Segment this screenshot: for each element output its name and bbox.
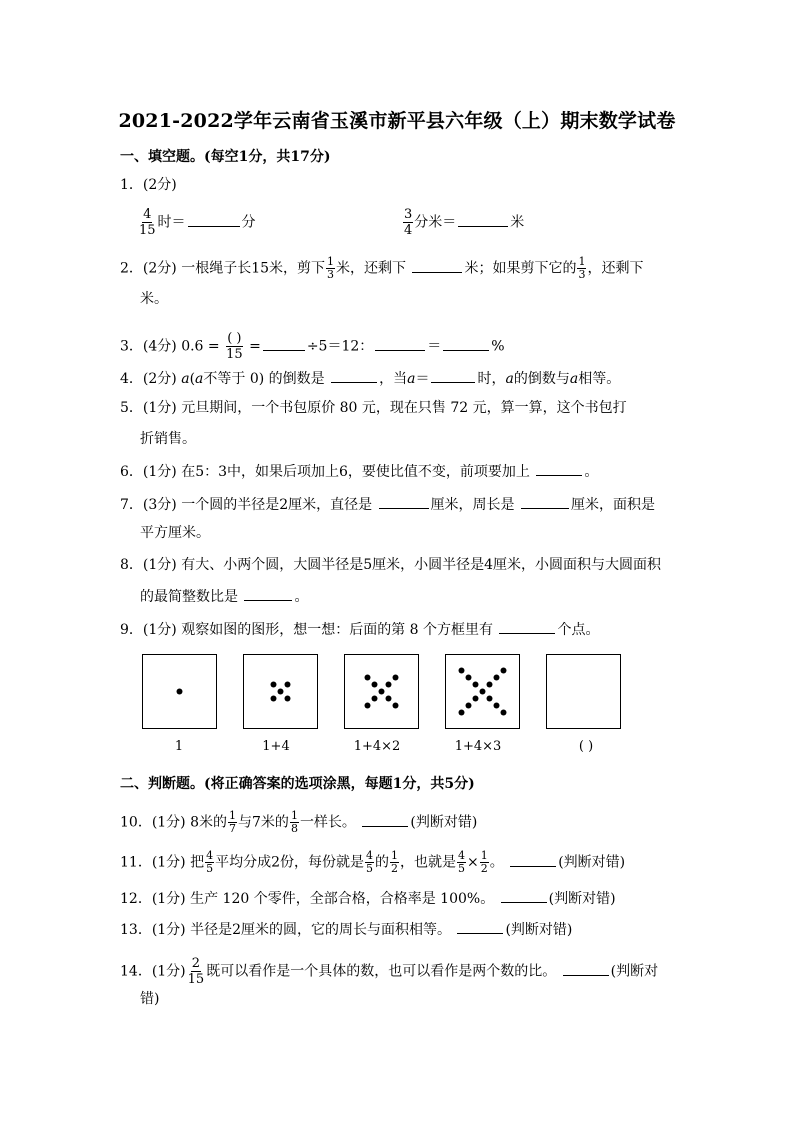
question-14: 14．(1分) $\frac{2}{15}$ 既可以看作是一个具体的数，也可以看作是两个数的比。 (判断对: [120, 956, 659, 987]
dot-pattern-figure: [0, 654, 794, 734]
pattern-dots: [0, 654, 794, 734]
fraction: $\frac{( )}{15}$: [226, 331, 243, 362]
answer-blank[interactable]: [379, 494, 429, 509]
answer-blank[interactable]: [510, 852, 556, 867]
question-7-cont: 平方厘米。: [140, 525, 210, 541]
question-10: 10．(1分) 8米的 $\frac{1}{7}$ 与7米的 $\frac{1}{8}$ 一样长。 (判断对错): [120, 809, 478, 835]
question-5: 5．(1分) 元旦期间，一个书包原价 80 元，现在只售 72 元，算一算，这个书包打: [120, 400, 627, 416]
pattern-dot: [501, 710, 507, 716]
pattern-dot: [386, 682, 392, 688]
pattern-dot: [386, 696, 392, 702]
section-1-heading: 一、填空题。(每空1分，共17分): [120, 149, 331, 165]
fraction: $\frac{1}{2}$: [480, 849, 488, 875]
pattern-dot: [177, 689, 183, 695]
fraction: $\frac{1}{8}$: [290, 809, 298, 835]
fraction: $\frac{1}{3}$: [327, 255, 335, 281]
pattern-dot: [372, 696, 378, 702]
pattern-caption-2: 1+4: [262, 739, 290, 754]
answer-blank[interactable]: [457, 919, 503, 934]
fraction: $\frac{1}{3}$: [578, 255, 586, 281]
pattern-dot: [487, 682, 493, 688]
answer-blank[interactable]: [431, 368, 475, 383]
pattern-dot: [473, 696, 479, 702]
pattern-dot: [271, 682, 277, 688]
pattern-caption-3: 1+4×2: [353, 739, 401, 754]
question-2-cont: 米。: [140, 291, 168, 307]
pattern-dot: [501, 668, 507, 674]
fraction: $\frac{3}{4}$: [404, 207, 413, 238]
question-3: 3．(4分) 0.6 = $\frac{( )}{15}$ = ÷5＝12： ＝ %: [120, 331, 505, 362]
pattern-dot: [459, 710, 465, 716]
question-12: 12．(1分) 生产 120 个零件，全部合格，合格率是 100%。 (判断对错): [120, 888, 616, 908]
answer-blank[interactable]: [188, 212, 240, 227]
fraction: $\frac{4}{5}$: [206, 849, 214, 875]
fraction: $\frac{4}{5}$: [366, 849, 374, 875]
pattern-dot: [393, 675, 399, 681]
pattern-dot: [271, 696, 277, 702]
exam-title: 2021-2022学年云南省玉溪市新平县六年级（上）期末数学试卷: [118, 110, 676, 132]
answer-blank[interactable]: [499, 619, 555, 634]
question-7: 7．(3分) 一个圆的半径是2厘米，直径是 厘米，周长是 厘米，面积是: [120, 494, 655, 514]
fraction: $\frac{4}{5}$: [458, 849, 466, 875]
answer-blank[interactable]: [521, 494, 569, 509]
pattern-dot: [466, 703, 472, 709]
pattern-dot: [480, 689, 486, 695]
pattern-caption-4: 1+4×3: [454, 739, 502, 754]
pattern-dot: [494, 675, 500, 681]
question-1-part-a: $\frac{4}{15}$ 时＝ 分: [139, 207, 256, 238]
section-2-heading: 二、判断题。(将正确答案的选项涂黑，每题1分，共5分): [120, 776, 475, 792]
answer-blank[interactable]: [362, 812, 408, 827]
answer-blank[interactable]: [458, 212, 508, 227]
pattern-caption-1: 1: [174, 739, 184, 754]
pattern-dot: [365, 703, 371, 709]
pattern-caption-5: ( ): [578, 739, 594, 754]
question-2: 2．(2分) 一根绳子长15米，剪下 $\frac{1}{3}$ 米，还剩下 米；如果剪下它的 $\frac{1}{3}$ ，还剩下: [120, 255, 644, 281]
pattern-dot: [285, 682, 291, 688]
fraction: $\frac{4}{15}$: [139, 207, 156, 238]
fraction: $\frac{1}{7}$: [229, 809, 237, 835]
pattern-dot: [278, 689, 284, 695]
pattern-dot: [393, 703, 399, 709]
question-14-cont: 错): [140, 991, 160, 1007]
question-4: 4．(2分) a(a不等于 0) 的倒数是 ，当a＝ 时，a的倒数与a相等。: [120, 368, 620, 388]
answer-blank[interactable]: [375, 336, 425, 351]
answer-blank[interactable]: [412, 258, 462, 273]
question-9: 9．(1分) 观察如图的图形，想一想：后面的第 8 个方框里有 个点。: [120, 619, 599, 639]
fraction: $\frac{1}{2}$: [391, 849, 399, 875]
answer-blank[interactable]: [443, 336, 489, 351]
question-1-part-b: $\frac{3}{4}$ 分米＝ 米: [404, 207, 525, 238]
question-8: 8．(1分) 有大、小两个圆，大圆半径是5厘米，小圆半径是4厘米，小圆面积与大圆面积: [120, 557, 662, 573]
answer-blank[interactable]: [536, 461, 582, 476]
answer-blank[interactable]: [263, 336, 305, 351]
answer-blank[interactable]: [331, 368, 377, 383]
question-11: 11．(1分) 把 $\frac{4}{5}$ 平均分成2份，每份就是 $\frac{4}{5}$ 的 $\frac{1}{2}$ ，也就是 $\frac{4}{5}$ × $\frac{1}{2}$ 。 (判断对错): [120, 849, 626, 875]
question-8-cont: 的最简整数比是 。: [140, 586, 308, 606]
pattern-dot: [459, 668, 465, 674]
question-6: 6．(1分) 在5：3中，如果后项加上6，要使比值不变，前项要加上 。: [120, 461, 598, 481]
pattern-dot: [466, 675, 472, 681]
question-13: 13．(1分) 半径是2厘米的圆，它的周长与面积相等。 (判断对错): [120, 919, 572, 939]
fraction: $\frac{2}{15}$: [187, 956, 205, 987]
answer-blank[interactable]: [501, 888, 547, 903]
pattern-dot: [365, 675, 371, 681]
pattern-dot: [379, 689, 385, 695]
pattern-dot: [372, 682, 378, 688]
question-5-cont: 折销售。: [140, 431, 196, 447]
pattern-dot: [494, 703, 500, 709]
pattern-dot: [487, 696, 493, 702]
pattern-dot: [473, 682, 479, 688]
answer-blank[interactable]: [563, 961, 609, 976]
pattern-dot: [285, 696, 291, 702]
answer-blank[interactable]: [244, 586, 292, 601]
question-1-head: 1．(2分): [120, 177, 177, 193]
